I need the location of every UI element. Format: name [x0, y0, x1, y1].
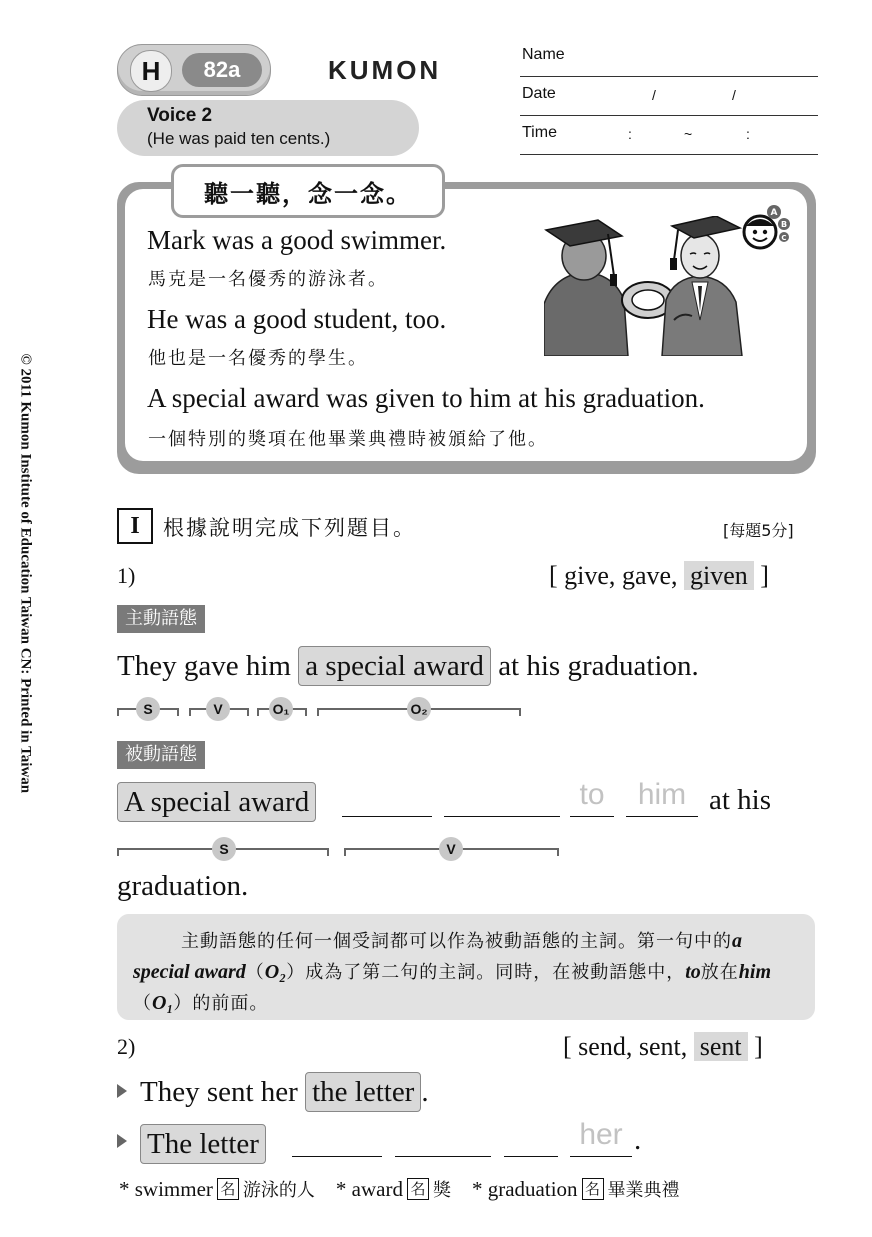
subject-box: The letter: [140, 1124, 266, 1164]
level-letter: H: [130, 50, 172, 92]
abc-character-icon: [740, 204, 796, 252]
indirect-object-label: O₁: [269, 697, 293, 721]
verb-participle: given: [684, 561, 754, 590]
verb-base: send,: [578, 1032, 633, 1061]
verb-base: give,: [564, 561, 616, 590]
time-label: Time: [522, 124, 557, 141]
verb-participle: sent: [694, 1032, 748, 1061]
glossary-star: *: [119, 1177, 130, 1201]
example-zh-3: 一個特別的獎項在他畢業典禮時被頒給了他。: [148, 429, 548, 450]
passive-sentence-end: graduation.: [117, 870, 249, 902]
note-emphasis: a special award: [133, 930, 742, 983]
triangle-bullet-icon: [117, 1134, 127, 1153]
passive-voice-tag: 被動語態: [117, 741, 205, 769]
active-sentence-end: .: [421, 1076, 429, 1108]
active-voice-tag: 主動語態: [117, 605, 205, 633]
part-of-speech-badge: 名: [217, 1178, 239, 1200]
q2-passive-subject: [140, 1124, 266, 1164]
note-text: （: [245, 962, 265, 983]
topic-subtitle: (He was paid ten cents.): [147, 129, 331, 148]
svg-text:C: C: [781, 234, 787, 242]
answer-blank-hint[interactable]: to: [570, 778, 614, 817]
vocabulary-glossary: [119, 1176, 680, 1202]
listen-tab: [171, 164, 445, 218]
object-box: the letter: [305, 1072, 421, 1112]
part-of-speech-badge: 名: [407, 1178, 429, 1200]
answer-blank[interactable]: [504, 1118, 558, 1157]
note-emphasis: O₂: [264, 961, 287, 983]
answer-blank-hint[interactable]: him: [626, 778, 698, 817]
note-emphasis: to: [685, 961, 701, 983]
active-sentence: [117, 646, 699, 686]
active-sentence-start: They gave him: [117, 650, 291, 682]
time-colon: :: [628, 126, 632, 142]
note-text: （: [133, 993, 152, 1014]
listen-tab-title: 聽一聽，念一念。: [204, 180, 412, 208]
glossary-meaning: 畢業典禮: [607, 1180, 680, 1201]
passive-subject: [117, 782, 316, 822]
section-instruction: 根據說明完成下列題目。: [163, 516, 416, 540]
subject-label: S: [136, 697, 160, 721]
note-emphasis: him: [738, 961, 772, 983]
answer-blank[interactable]: [342, 778, 432, 817]
verb-forms: [563, 1032, 763, 1062]
grammar-note: [133, 926, 803, 1019]
time-tilde: ~: [684, 126, 693, 142]
sentence-structure-bar: [117, 702, 521, 716]
glossary-meaning: 獎: [432, 1180, 451, 1201]
glossary-word: graduation: [487, 1177, 578, 1201]
level-badge: [117, 44, 271, 96]
q2-active-sentence: [140, 1072, 429, 1112]
verb-forms: [549, 561, 769, 591]
verb-past: sent,: [638, 1032, 688, 1061]
note-text: 放在: [700, 962, 739, 983]
note-text: ）的前面。: [173, 993, 269, 1014]
copyright-notice: © 2011 Kumon Institute of Education Taiwan CN: Printed in Taiwan: [17, 353, 34, 794]
brand-logo: KUMON: [328, 55, 442, 85]
example-en-1: Mark was a good swimmer.: [147, 225, 447, 255]
score-note: [每題5分]: [723, 521, 794, 540]
glossary-word: swimmer: [134, 1177, 213, 1201]
subject-label: S: [212, 837, 236, 861]
time-field[interactable]: [520, 116, 818, 155]
note-emphasis: O₁: [152, 992, 174, 1014]
direct-object-label: O₂: [407, 697, 431, 721]
bracket: [: [563, 1032, 572, 1061]
active-sentence-end: at his graduation.: [498, 650, 699, 682]
verb-past: gave,: [621, 561, 678, 590]
glossary-word: award: [351, 1177, 403, 1201]
question-number: 1): [117, 563, 136, 588]
svg-text:B: B: [780, 220, 788, 229]
example-zh-2: 他也是一名優秀的學生。: [148, 348, 368, 369]
date-separator: /: [732, 87, 736, 103]
subject-box: A special award: [117, 782, 316, 822]
graduation-illustration: [544, 216, 746, 356]
active-sentence-start: They sent her: [140, 1076, 298, 1108]
example-en-3: A special award was given to him at his graduation.: [147, 383, 705, 413]
verb-label: V: [206, 697, 230, 721]
note-text: 主動語態的任何一個受詞都可以作為被動語態的主詞。第一句中的: [181, 931, 732, 952]
question-number: 2): [117, 1034, 136, 1059]
sentence-period: .: [634, 1124, 642, 1156]
name-field[interactable]: [520, 38, 818, 77]
answer-blank[interactable]: [292, 1118, 382, 1157]
glossary-star: *: [335, 1177, 347, 1201]
part-of-speech-badge: 名: [582, 1178, 604, 1200]
passive-structure-bar: [117, 842, 559, 856]
answer-blank[interactable]: [395, 1118, 491, 1157]
sheet-number: 82a: [182, 53, 262, 87]
date-field[interactable]: [520, 77, 818, 116]
glossary-meaning: 游泳的人: [242, 1180, 315, 1201]
answer-blank[interactable]: [444, 778, 560, 817]
svg-text:A: A: [770, 208, 778, 218]
time-colon: :: [746, 126, 750, 142]
glossary-star: *: [471, 1177, 483, 1201]
section-numeral: I: [117, 508, 153, 544]
example-zh-1: 馬克是一名優秀的游泳者。: [148, 269, 388, 290]
date-separator: /: [652, 87, 656, 103]
date-label: Date: [522, 85, 556, 102]
topic-title: Voice 2: [147, 105, 213, 126]
example-en-2: He was a good student, too.: [147, 304, 447, 334]
triangle-bullet-icon: [117, 1084, 127, 1103]
verb-label: V: [439, 837, 463, 861]
passive-sentence-tail: at his: [709, 784, 772, 816]
bracket: [: [549, 561, 558, 590]
bracket: ]: [754, 1032, 763, 1061]
object-box: a special award: [298, 646, 491, 686]
note-text: ）成為了第二句的主詞。同時，在被動語態中，: [286, 962, 686, 983]
bracket: ]: [760, 561, 769, 590]
answer-blank-hint[interactable]: her: [570, 1118, 632, 1157]
name-label: Name: [522, 46, 565, 63]
